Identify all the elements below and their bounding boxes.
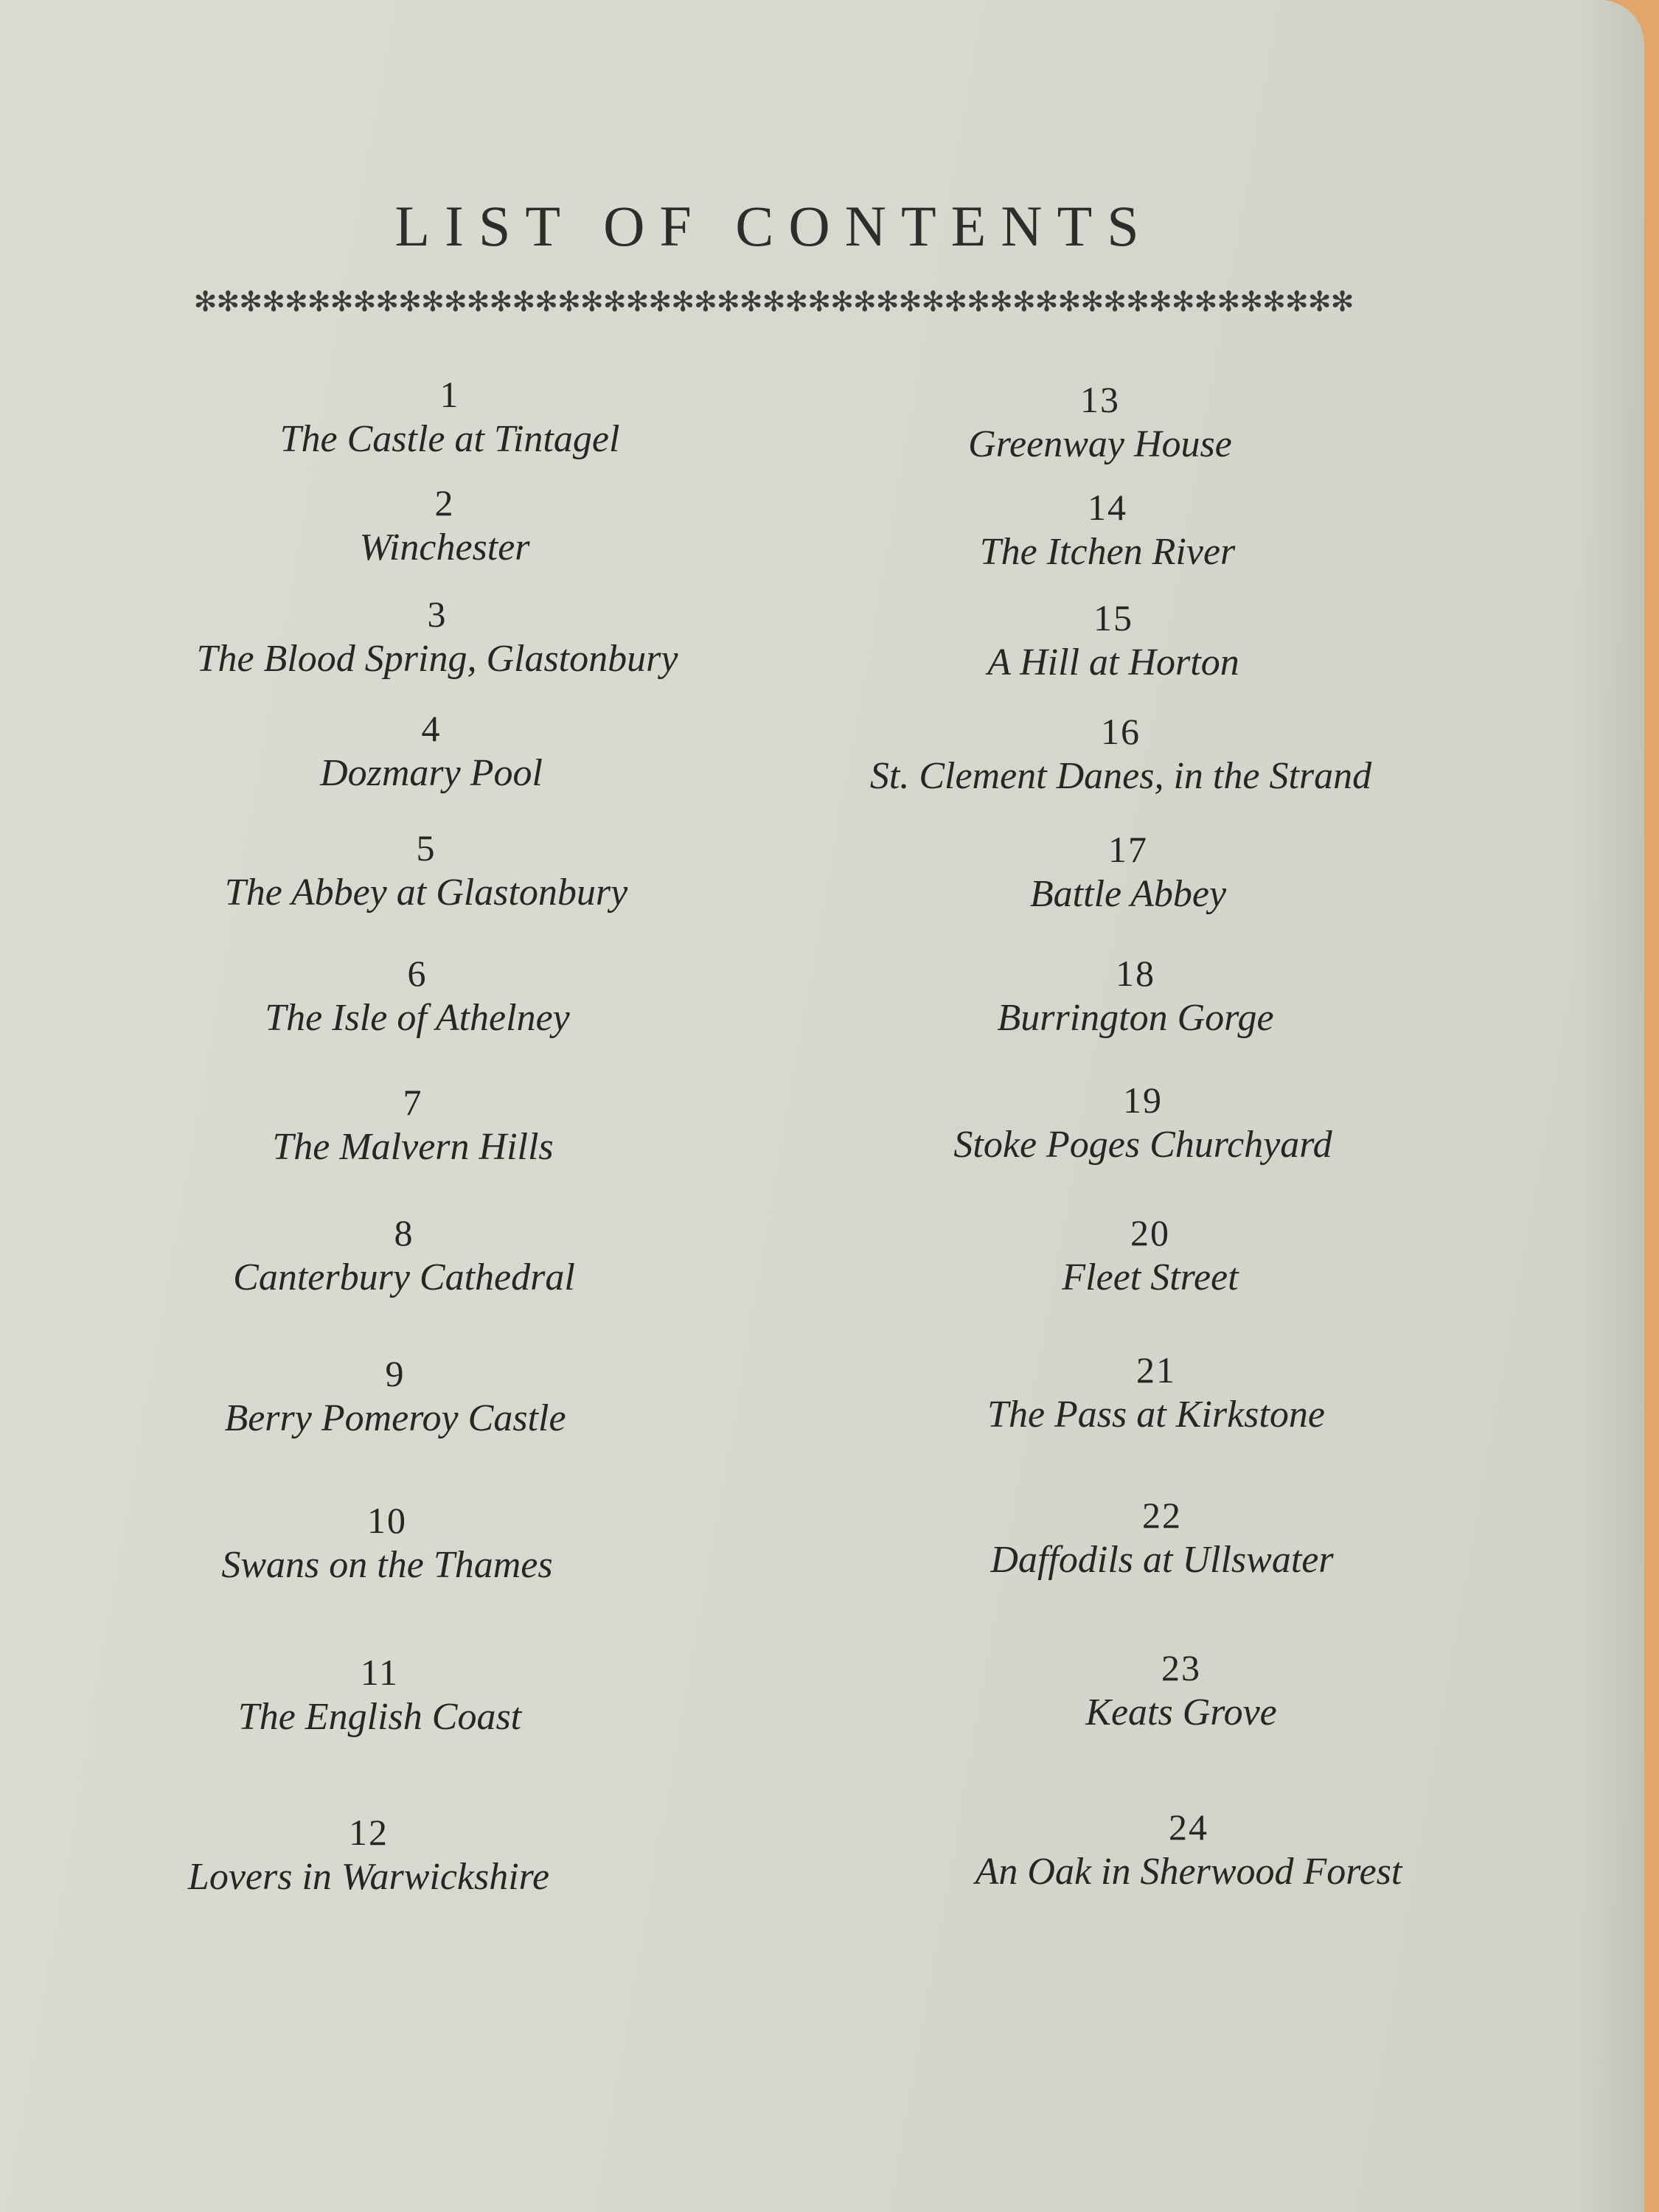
entry-number: 23: [1161, 1647, 1201, 1688]
entry-title: Greenway House: [968, 423, 1232, 465]
entry-number: 8: [394, 1212, 414, 1253]
entry-number: 18: [1115, 953, 1155, 994]
entry-number: 17: [1107, 829, 1148, 870]
entry-title: The Itchen River: [979, 531, 1236, 573]
entry-number: 16: [1100, 711, 1141, 752]
contents-entry: [987, 596, 1239, 686]
entry-title: The Pass at Kirkstone: [987, 1394, 1325, 1436]
contents-entry: [990, 1493, 1333, 1583]
entry-title: A Hill at Horton: [987, 641, 1239, 684]
entry-number: 19: [1123, 1079, 1163, 1121]
contents-entry: [953, 1078, 1332, 1168]
contents-entry: [280, 372, 620, 462]
entry-title: An Oak in Sherwood Forest: [975, 1851, 1402, 1893]
entry-title: Fleet Street: [1062, 1256, 1239, 1298]
contents-entry: [997, 951, 1273, 1041]
entry-title: The Castle at Tintagel: [279, 418, 620, 460]
contents-entry: [975, 1805, 1402, 1895]
contents-entry: [265, 951, 570, 1041]
entry-number: 15: [1093, 597, 1133, 639]
contents-entry: [221, 1498, 552, 1588]
entry-title: The Isle of Athelney: [265, 997, 570, 1039]
contents-entry: [238, 1650, 521, 1740]
entry-title: Swans on the Thames: [221, 1544, 553, 1586]
entry-number: 11: [360, 1652, 400, 1693]
entry-title: The Malvern Hills: [272, 1126, 554, 1168]
entry-number: 20: [1130, 1212, 1170, 1253]
contents-entry: [359, 481, 529, 571]
entry-title: The Abbey at Glastonbury: [224, 872, 628, 914]
entry-number: 10: [367, 1500, 407, 1541]
contents-entry: [197, 592, 678, 682]
contents-entry: [987, 1348, 1325, 1438]
contents-entry: [224, 1352, 566, 1441]
entry-title: Lovers in Warwickshire: [187, 1856, 550, 1898]
contents-entry: [233, 1211, 575, 1301]
entry-title: Dozmary Pool: [320, 752, 543, 794]
asterisk-divider: ✻✻✻✻✻✻✻✻✻✻✻✻✻✻✻✻✻✻✻✻✻✻✻✻✻✻✻✻✻✻✻✻✻✻✻✻✻✻✻✻✻✻✻✻✻✻✻✻✻✻✻: [193, 287, 1354, 318]
contents-entry: [870, 709, 1371, 799]
entry-number: 1: [439, 374, 460, 415]
entry-title: Winchester: [359, 526, 530, 568]
entry-title: Canterbury Cathedral: [233, 1256, 575, 1298]
contents-entry: [968, 378, 1232, 467]
entry-number: 9: [385, 1353, 406, 1394]
contents-entry: [320, 706, 543, 796]
contents-entry: [188, 1810, 549, 1900]
entry-number: 3: [427, 594, 448, 635]
contents-entry: [980, 485, 1236, 575]
entry-number: 5: [416, 827, 437, 869]
entry-number: 14: [1088, 487, 1127, 528]
entry-title: Burrington Gorge: [997, 997, 1274, 1039]
entry-number: 12: [348, 1812, 389, 1853]
entry-number: 2: [434, 482, 455, 524]
contents-column-right: [818, 0, 1644, 2212]
entry-number: 7: [403, 1082, 423, 1123]
entry-title: Stoke Poges Churchyard: [953, 1124, 1332, 1166]
contents-entry: [225, 826, 627, 916]
page-title: LIST OF CONTENTS: [394, 194, 1154, 258]
entry-title: Daffodils at Ullswater: [990, 1539, 1334, 1581]
contents-entry: [1030, 827, 1226, 917]
entry-title: Battle Abbey: [1029, 873, 1227, 915]
entry-title: The Blood Spring, Glastonbury: [196, 638, 678, 680]
contents-entry: [1062, 1211, 1238, 1301]
entry-title: Berry Pomeroy Castle: [224, 1397, 566, 1439]
entry-title: St. Clement Danes, in the Strand: [869, 755, 1372, 797]
entry-number: 6: [407, 953, 428, 994]
entry-title: Keats Grove: [1085, 1691, 1277, 1733]
entry-number: 24: [1169, 1806, 1208, 1848]
entry-number: 4: [421, 708, 442, 749]
entry-number: 22: [1142, 1495, 1182, 1536]
contents-entry: [272, 1080, 553, 1170]
contents-entry: [1085, 1646, 1276, 1736]
entry-number: 13: [1080, 379, 1120, 420]
entry-number: 21: [1136, 1349, 1176, 1391]
entry-title: The English Coast: [237, 1696, 522, 1738]
